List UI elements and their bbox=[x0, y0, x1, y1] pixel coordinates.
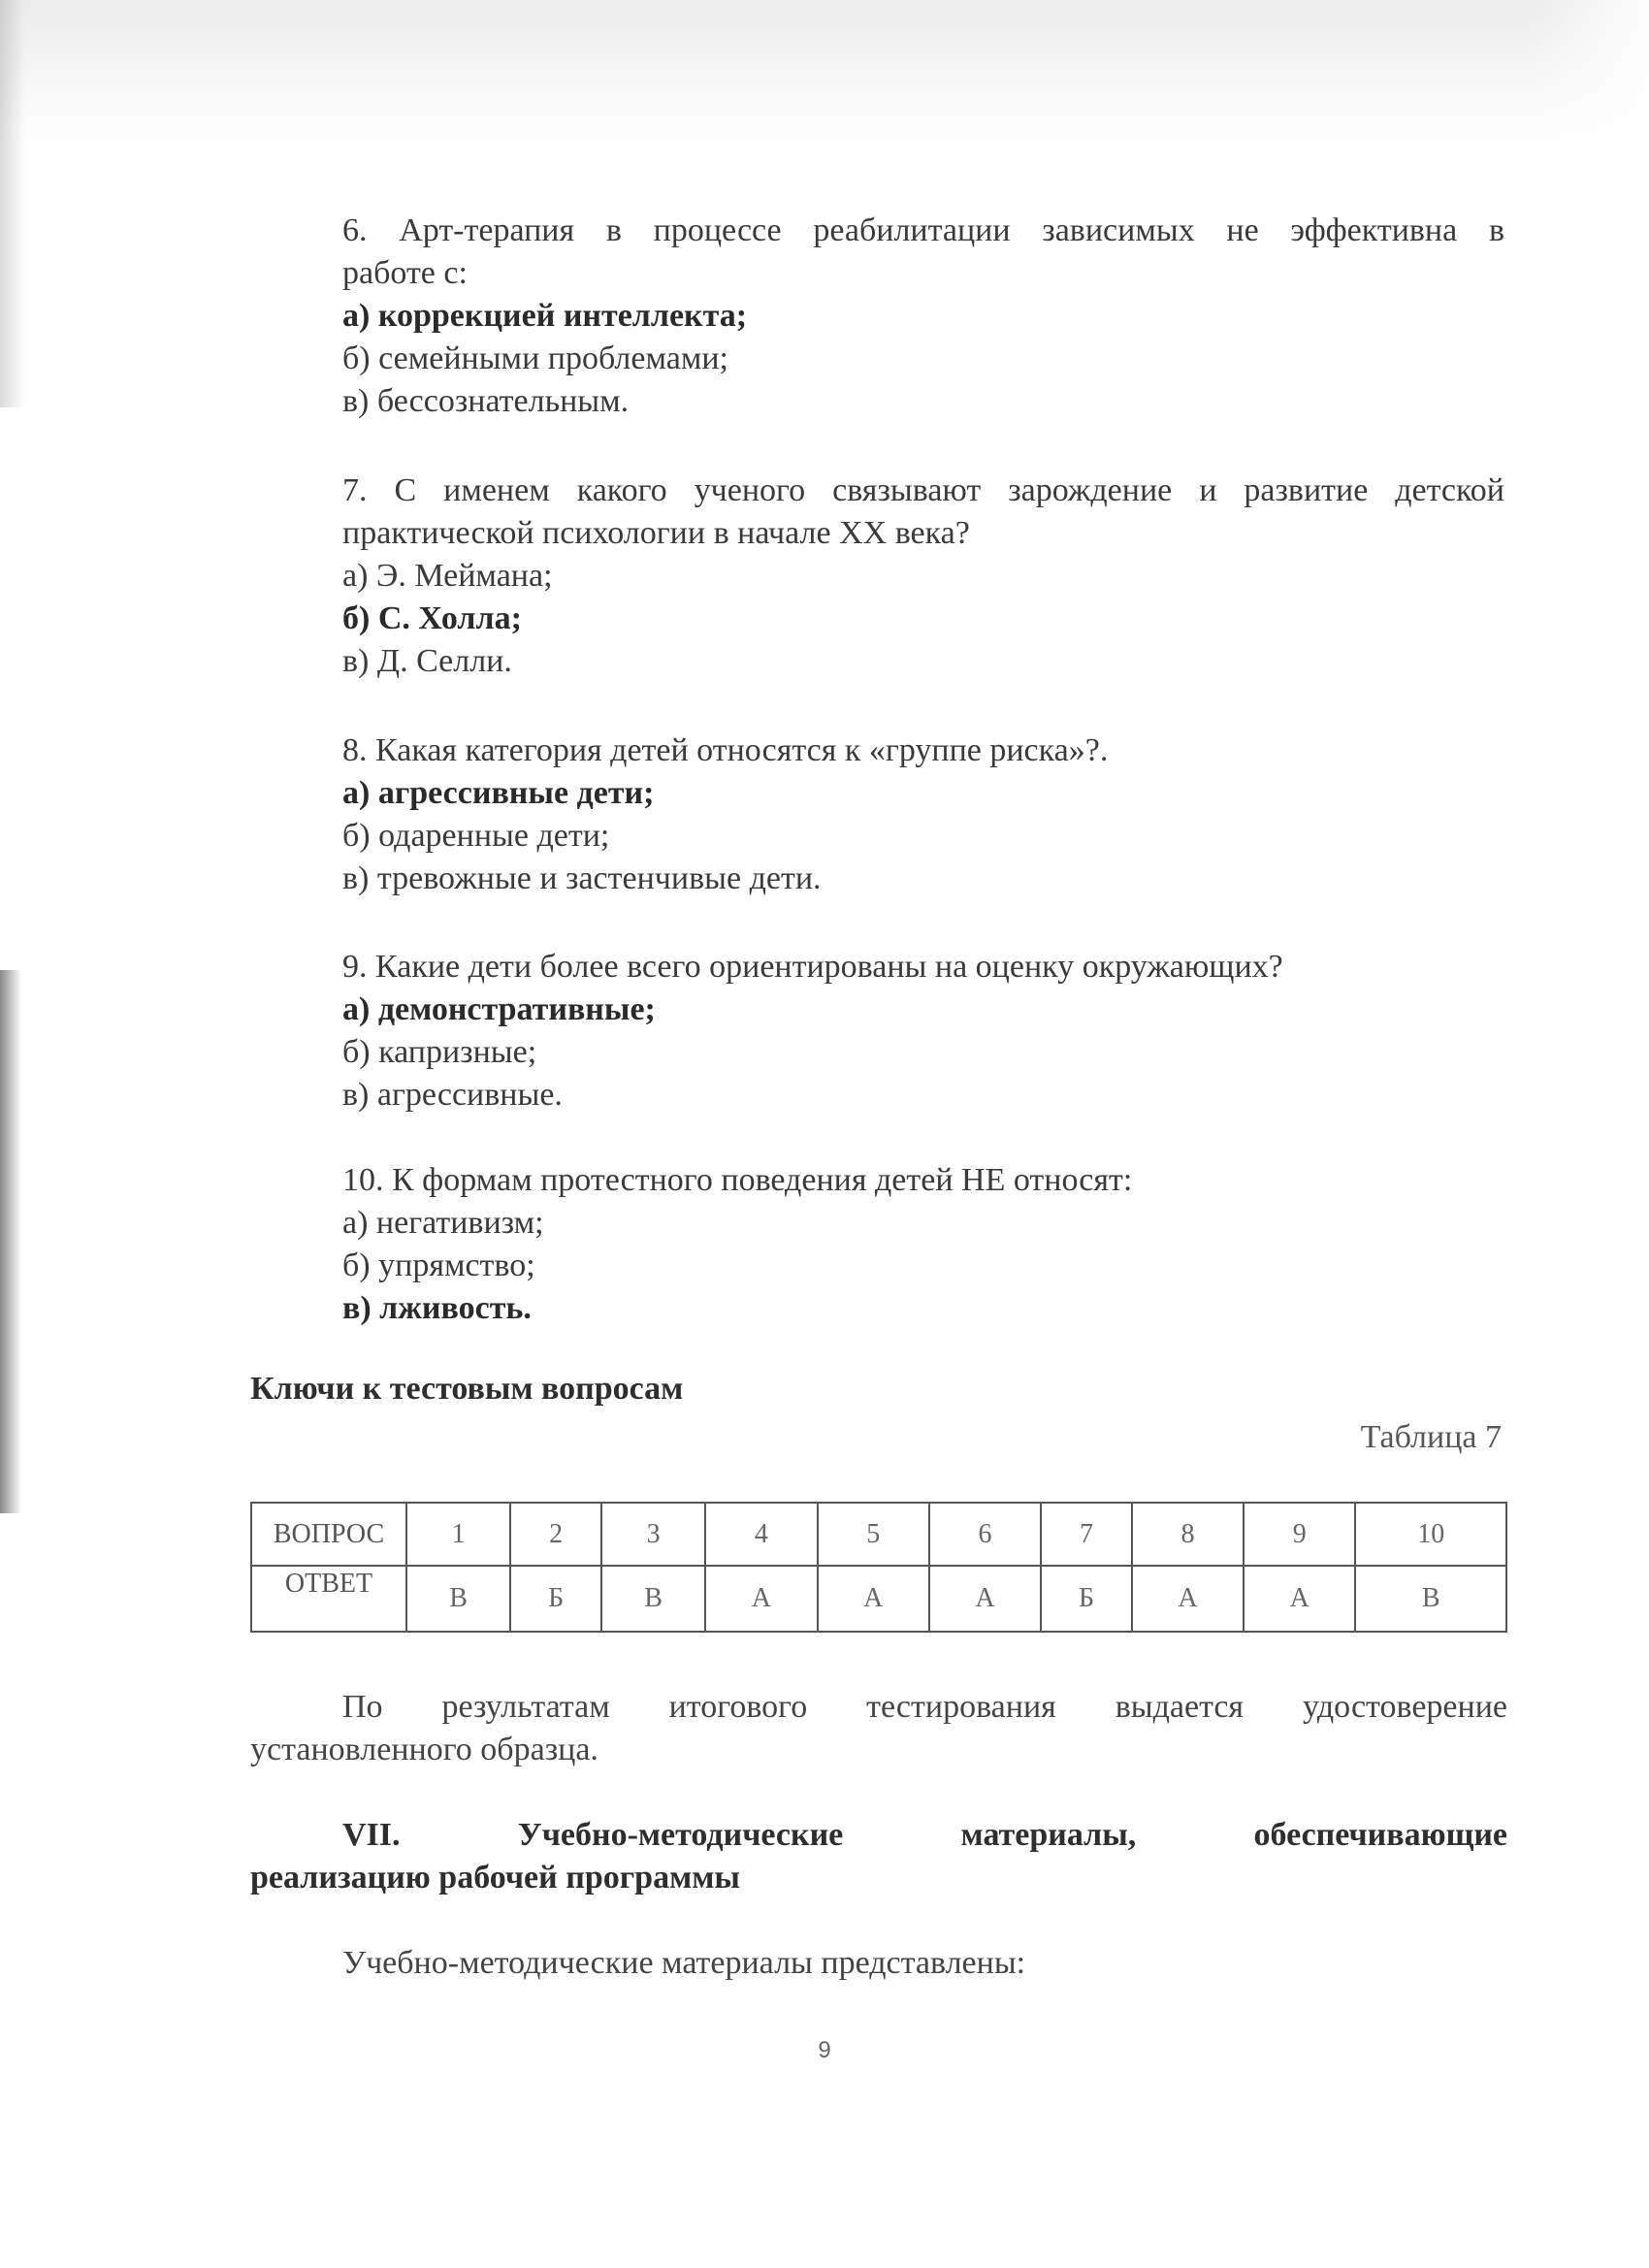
table-row-answers bbox=[251, 1566, 1506, 1632]
question-number-cell: 7 bbox=[1041, 1503, 1132, 1566]
answer-cell: Б bbox=[1041, 1566, 1132, 1632]
answer-keys-table bbox=[250, 1502, 1507, 1633]
paragraph-line: По результатам итогового тестирования выдается удостоверение bbox=[342, 1689, 1507, 1725]
scan-edge-shadow bbox=[0, 0, 25, 407]
answer-option: б) семейными проблемами; bbox=[342, 340, 729, 376]
question-text-line: практической психологии в начале XX века? bbox=[342, 515, 970, 551]
section-vii-heading bbox=[250, 1814, 1507, 1899]
question-8 bbox=[342, 729, 1506, 900]
question-6 bbox=[342, 210, 1506, 423]
keys-heading: Ключи к тестовым вопросам bbox=[250, 1371, 684, 1407]
answer-option: б) упрямство; bbox=[342, 1247, 535, 1283]
answer-option: а) Э. Меймана; bbox=[342, 558, 553, 594]
answer-cell: В bbox=[601, 1566, 705, 1632]
answer-cell: А bbox=[818, 1566, 929, 1632]
question-number-cell: 6 bbox=[929, 1503, 1041, 1566]
heading-line: реализацию рабочей программы bbox=[250, 1860, 740, 1895]
answer-cell: В bbox=[406, 1566, 510, 1632]
heading-line: VII. Учебно-методические материалы, обеспечивающие bbox=[342, 1817, 1507, 1853]
answer-option-correct: а) агрессивные дети; bbox=[342, 775, 655, 811]
answer-option: в) агрессивные. bbox=[342, 1077, 563, 1113]
scan-fade-right bbox=[1523, 0, 1649, 2268]
question-10 bbox=[342, 1159, 1506, 1330]
answer-cell: А bbox=[1244, 1566, 1355, 1632]
question-number-cell: 10 bbox=[1355, 1503, 1506, 1566]
question-number-cell: 8 bbox=[1132, 1503, 1244, 1566]
question-text-line: 9. Какие дети более всего ориентированы на оценку окружающих? bbox=[342, 949, 1283, 985]
answer-option: в) Д. Селли. bbox=[342, 643, 512, 679]
paragraph-line: установленного образца. bbox=[250, 1732, 598, 1767]
question-9 bbox=[342, 946, 1506, 1117]
materials-line: Учебно-методические материалы представлены: bbox=[342, 1945, 1026, 1981]
answer-cell: Б bbox=[510, 1566, 601, 1632]
answer-cell: А bbox=[1132, 1566, 1244, 1632]
table-row-questions bbox=[251, 1503, 1506, 1566]
question-number-cell: 2 bbox=[510, 1503, 601, 1566]
question-number-cell: 4 bbox=[705, 1503, 817, 1566]
row-label-question: ВОПРОС bbox=[251, 1503, 406, 1566]
question-text-line: 10. К формам протестного поведения детей НЕ относят: bbox=[342, 1162, 1133, 1198]
answer-option-correct: а) демонстративные; bbox=[342, 991, 656, 1027]
scan-shadow-top bbox=[0, 0, 1649, 146]
question-text-line: 6. Арт-терапия в процессе реабилитации зависимых не эффективна в bbox=[342, 212, 1504, 248]
answer-option: в) тревожные и застенчивые дети. bbox=[342, 860, 822, 896]
answer-cell: В bbox=[1355, 1566, 1506, 1632]
answer-option: а) негативизм; bbox=[342, 1205, 544, 1241]
question-number-cell: 1 bbox=[406, 1503, 510, 1566]
answer-cell: А bbox=[705, 1566, 817, 1632]
answer-option-correct: б) С. Холла; bbox=[342, 600, 522, 636]
question-number-cell: 3 bbox=[601, 1503, 705, 1566]
question-text-line: 8. Какая категория детей относятся к «группе риска»?. bbox=[342, 732, 1109, 768]
answer-option: б) капризные; bbox=[342, 1034, 537, 1070]
question-text-line: работе с: bbox=[342, 255, 468, 291]
answer-option-correct: в) лживость. bbox=[342, 1290, 532, 1326]
results-paragraph bbox=[250, 1686, 1507, 1771]
answer-option-correct: а) коррекцией интеллекта; bbox=[342, 298, 748, 334]
question-number-cell: 5 bbox=[818, 1503, 929, 1566]
question-7 bbox=[342, 470, 1506, 683]
page-number: 9 bbox=[818, 2037, 831, 2063]
answer-option: б) одаренные дети; bbox=[342, 818, 610, 854]
row-label-answer: ОТВЕТ bbox=[251, 1566, 406, 1632]
answer-cell: А bbox=[929, 1566, 1041, 1632]
question-text-line: 7. С именем какого ученого связывают зарождение и развитие детской bbox=[342, 472, 1504, 508]
table-caption: Таблица 7 bbox=[1360, 1419, 1502, 1455]
scan-edge-shadow bbox=[0, 970, 21, 1513]
answer-option: в) бессознательным. bbox=[342, 383, 630, 419]
question-number-cell: 9 bbox=[1244, 1503, 1355, 1566]
